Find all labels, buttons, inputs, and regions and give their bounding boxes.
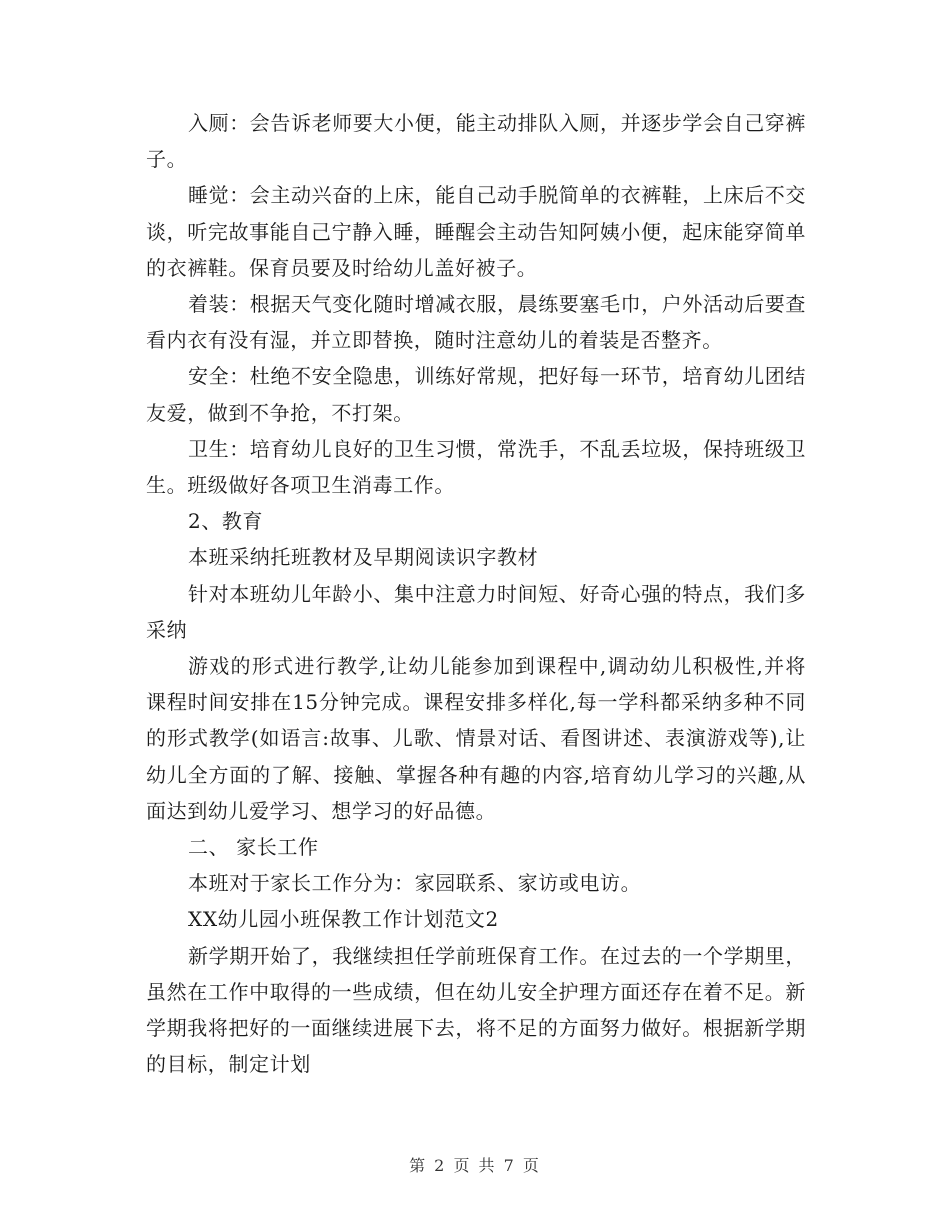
paragraph-sleeping: 睡觉：会主动兴奋的上床，能自己动手脱简单的衣裤鞋，上床后不交谈，听完故事能自己宁静入睡，睡醒会主动告知阿姨小便，起床能穿简单的衣裤鞋。保育员要及时给幼儿盖好被子。 [146,183,806,280]
paragraph-parent-work: 本班对于家长工作分为：家园联系、家访或电访。 [188,871,642,896]
document-subtitle: XX幼儿园小班保教工作计划范文2 [188,907,499,932]
section-heading-education: 2、教育 [188,509,264,534]
paragraph-textbooks: 本班采纳托班教材及早期阅读识字教材 [188,545,539,570]
paragraph-approach: 针对本班幼儿年龄小、集中注意力时间短、好奇心强的特点，我们多采纳 [146,581,806,642]
paragraph-dressing: 着装：根据天气变化随时增减衣服，晨练要塞毛巾，户外活动后要查看内衣有没有湿，并立即替换，随时注意幼儿的着装是否整齐。 [146,292,806,353]
document-body [146,105,806,1082]
paragraph-hygiene: 卫生：培育幼儿良好的卫生习惯，常洗手，不乱丢垃圾，保持班级卫生。班级做好各项卫生消毒工作。 [146,436,806,498]
paragraph-new-semester: 新学期开始了，我继续担任学前班保育工作。在过去的一个学期里，虽然在工作中取得的一些成绩，但在幼儿安全护理方面还存在着不足。新学期我将把好的一面继续进展下去，将不足的方面努力做好。根据新学期的目标，制定计划 [146,943,806,1077]
paragraph-toileting: 入厕：会告诉老师要大小便，能主动排队入厕，并逐步学会自己穿裤子。 [146,111,806,172]
paragraph-safety: 安全：杜绝不安全隐患，训练好常规，把好每一环节，培育幼儿团结友爱，做到不争抢，不打架。 [146,364,806,425]
paragraph-games-teaching: 游戏的形式进行教学,让幼儿能参加到课程中,调动幼儿积极性,并将课程时间安排在15分钟完成。课程安排多样化,每一学科都采纳多种不同的形式教学(如语言:故事、儿歌、情景对话、看图讲述、表演游戏等),让幼儿全方面的了解、接触、掌握各种有趣的内容,培育幼儿学习的兴趣,从面达到幼儿爱学习、想学习的好品德。 [146,654,806,823]
page-number-footer: 第 2 页 共 7 页 [409,1156,541,1175]
section-heading-parent-work: 二、 家长工作 [188,835,319,860]
